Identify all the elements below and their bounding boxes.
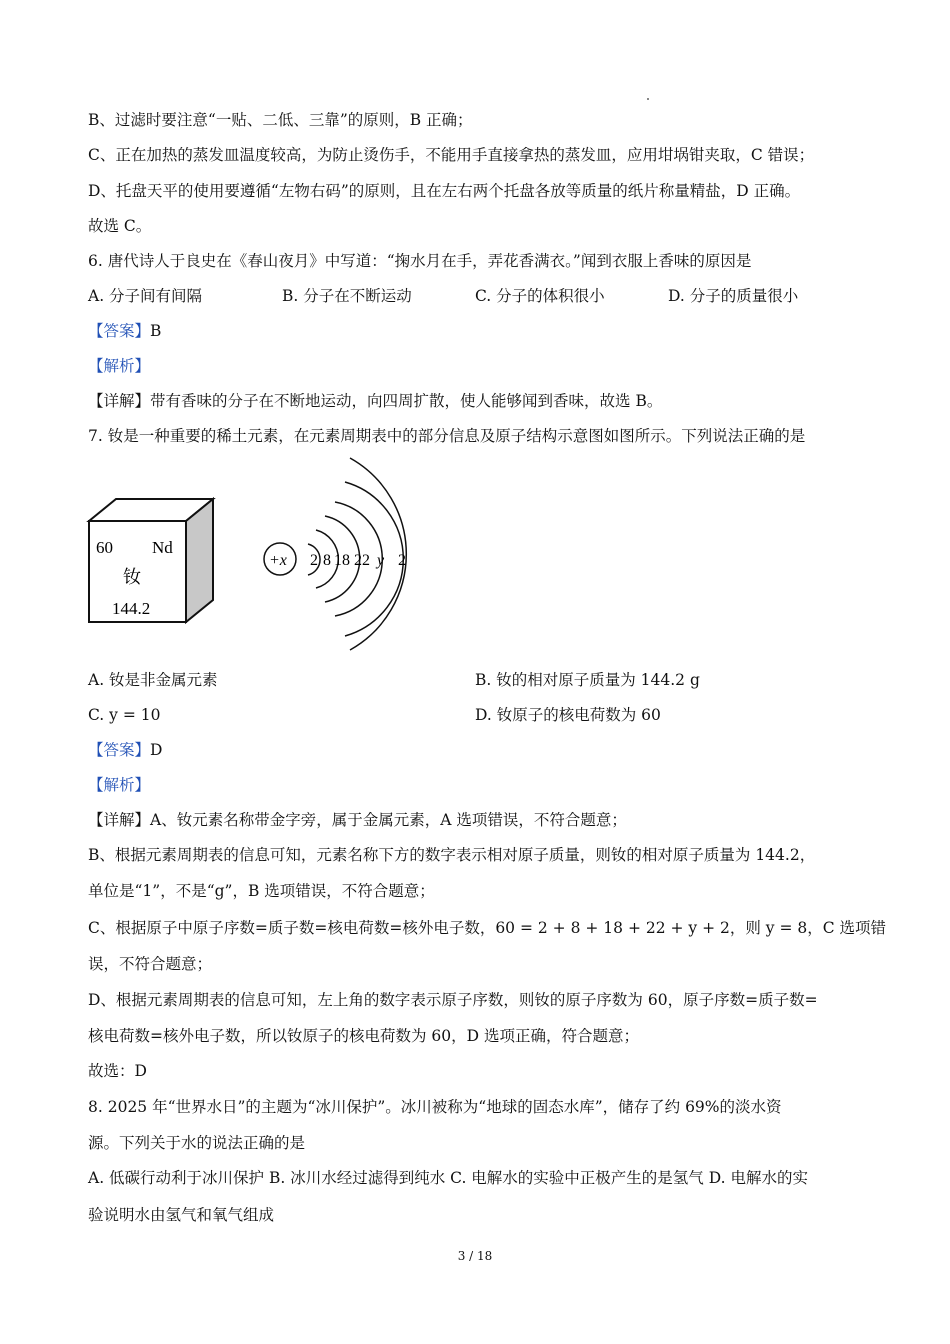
- shell-count: 8: [323, 552, 331, 569]
- option-d: D. 分子的质量很小: [668, 287, 799, 305]
- question-8-options: A. 低碳行动利于冰川保护 B. 冰川水经过滤得到纯水 C. 电解水的实验中正极产生的是氢气 D. 电解水的实: [88, 1169, 808, 1187]
- element-symbol: Nd: [152, 538, 173, 557]
- nucleus-charge: +x: [269, 552, 287, 569]
- option-c: C. y = 10: [88, 706, 161, 724]
- question-7: 7. 钕是一种重要的稀土元素，在元素周期表中的部分信息及原子结构示意图如图所示。下列说法正确的是: [88, 427, 806, 445]
- atomic-mass: 144.2: [112, 599, 151, 618]
- shell-count: y: [377, 552, 385, 569]
- question-6: 6. 唐代诗人于良史在《春山夜月》中写道：“掬水月在手，弄花香满衣。”闻到衣服上香味的原因是: [88, 252, 752, 270]
- analysis-tag: 【解析】: [88, 357, 151, 375]
- shell-count: 2: [398, 552, 406, 569]
- element-cube: [89, 499, 213, 622]
- text-line: 故选：D: [88, 1062, 147, 1080]
- analysis-tag: 【解析】: [88, 776, 151, 794]
- option-a: A. 分子间有间隔: [88, 287, 203, 305]
- text-line: B、过滤时要注意“一贴、二低、三靠”的原则，B 正确；: [88, 111, 473, 129]
- text-line: C、根据原子中原子序数=质子数=核电荷数=核外电子数，60 = 2 + 8 + 18 + 22 + y + 2，则 y = 8，C 选项错: [88, 919, 887, 937]
- shell-count: 18: [334, 552, 350, 569]
- analysis-line: [88, 775, 150, 795]
- text-line: C、正在加热的蒸发皿温度较高，为防止烫伤手，不能用手直接拿热的蒸发皿，应用坩埚钳夹取，C 错误；: [88, 146, 815, 164]
- text-line: 核电荷数=核外电子数，所以钕原子的核电荷数为 60，D 选项正确，符合题意；: [88, 1027, 639, 1045]
- detail-tag: 【详解】: [88, 811, 151, 829]
- detail-tag: 【详解】: [88, 392, 151, 410]
- option-c: C. 分子的体积很小: [475, 287, 605, 305]
- answer-value: B: [150, 322, 162, 340]
- text-line: 故选 C。: [88, 217, 152, 235]
- atomic-number: 60: [96, 538, 113, 557]
- atom-diagram: [264, 458, 406, 650]
- element-name: 钕: [123, 567, 141, 587]
- detail-text: 带有香味的分子在不断地运动，向四周扩散，使人能够闻到香味，故选 B。: [150, 392, 663, 410]
- answer-value: D: [150, 741, 163, 759]
- option-b: B. 分子在不断运动: [282, 287, 412, 305]
- scan-dot: [647, 98, 649, 100]
- text-line: B、根据元素周期表的信息可知，元素名称下方的数字表示相对原子质量，则钕的相对原子质量为 144.2，: [88, 846, 816, 864]
- answer-line: [88, 321, 161, 341]
- answer-tag: 【答案】: [88, 322, 151, 340]
- question-8-options-cont: 验说明水由氢气和氧气组成: [88, 1206, 275, 1224]
- question-8: 8. 2025 年“世界水日”的主题为“冰川保护”。冰川被称为“地球的固态水库”，储存了约 69%的淡水资: [88, 1098, 782, 1116]
- option-b: B. 钕的相对原子质量为 144.2 g: [475, 671, 700, 689]
- figure-nd: [80, 450, 440, 660]
- text-line: 单位是“1”，不是“g”，B 选项错误，不符合题意；: [88, 882, 435, 900]
- shell-count: 2: [310, 552, 318, 569]
- answer-line: [88, 740, 162, 760]
- option-a: A. 钕是非金属元素: [88, 671, 218, 689]
- detail-line: [88, 391, 662, 411]
- analysis-line: [88, 356, 150, 376]
- question-8-cont: 源。下列关于水的说法正确的是: [88, 1134, 306, 1152]
- text-line: 误，不符合题意；: [88, 955, 213, 973]
- text-line: D、托盘天平的使用要遵循“左物右码”的原则，且在左右两个托盘各放等质量的纸片称量精盐，D 正确。: [88, 182, 801, 200]
- detail-text: A、钕元素名称带金字旁，属于金属元素，A 选项错误，不符合题意；: [150, 811, 627, 829]
- page-number: 3 / 18: [457, 1249, 493, 1263]
- text-line: D、根据元素周期表的信息可知，左上角的数字表示原子序数，则钕的原子序数为 60，原子序数=质子数=: [88, 991, 818, 1009]
- shell-count: 22: [354, 552, 370, 569]
- answer-tag: 【答案】: [88, 741, 151, 759]
- detail-line: [88, 810, 627, 830]
- option-d: D. 钕原子的核电荷数为 60: [475, 706, 661, 724]
